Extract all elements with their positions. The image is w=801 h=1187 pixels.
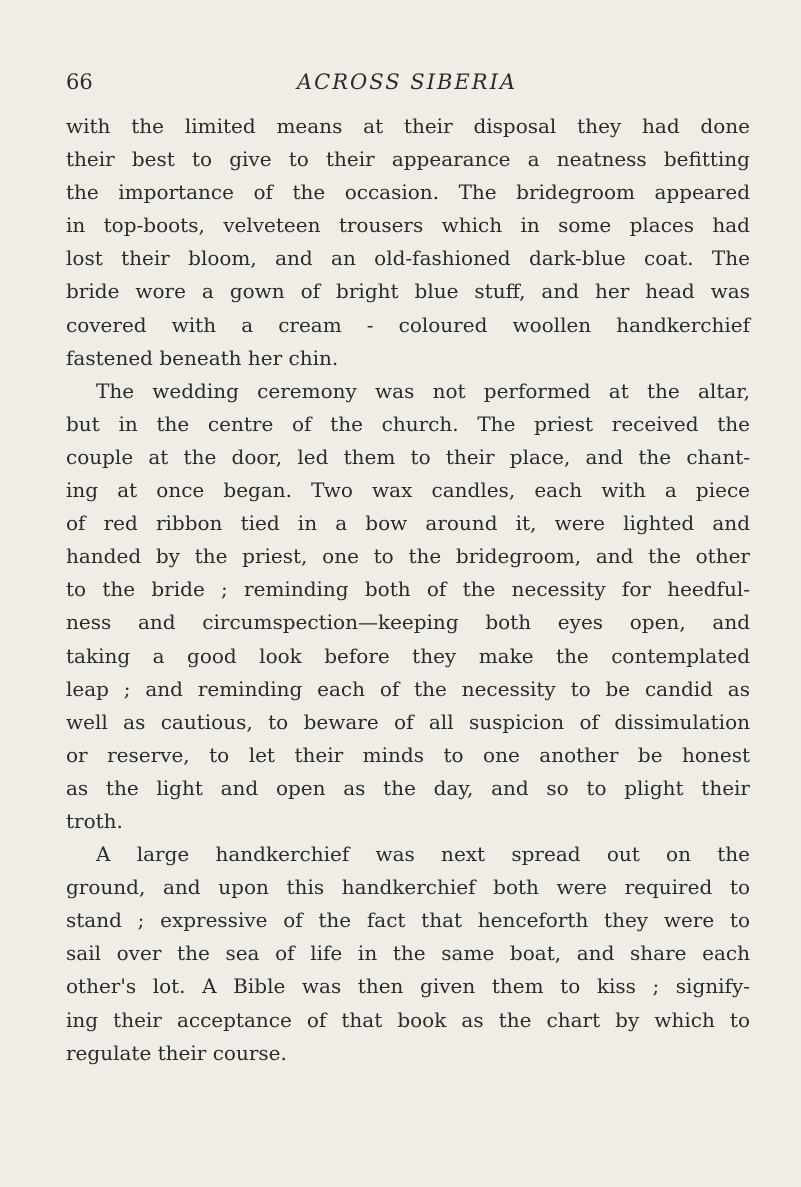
page-header	[66, 66, 748, 100]
text-line: stand ; expressive of the fact that henceforth they were to	[66, 908, 750, 933]
paragraph-3	[66, 838, 750, 1070]
text-line: A large handkerchief was next spread out on the	[96, 842, 750, 867]
text-line: lost their bloom, and an old-fashioned dark-blue coat. The	[66, 246, 750, 271]
text-line: with the limited means at their disposal they had done	[66, 114, 750, 138]
text-line: couple at the door, led them to their place, and the chant-	[66, 444, 750, 469]
text-line: their best to give to their appearance a neatness befitting	[66, 147, 750, 172]
text-line: fastened beneath her chin.	[66, 345, 339, 370]
paragraph-1	[66, 110, 750, 375]
text-line: ing their acceptance of that book as the chart by which to	[66, 1007, 750, 1032]
text-line: other's lot. A Bible was then given them to kiss ; signify-	[66, 974, 750, 999]
text-line: the importance of the occasion. The bridegroom appeared	[66, 180, 750, 205]
text-line: sail over the sea of life in the same boat, and share each	[66, 941, 750, 966]
text-line: bride wore a gown of bright blue stuff, and her head was	[66, 279, 750, 304]
text-line: well as cautious, to beware of all suspicion of dissimulation	[66, 709, 750, 734]
text-line: ness and circumspection—keeping both eyes open, and	[66, 610, 750, 635]
text-line: to the bride ; reminding both of the necessity for heedful-	[66, 577, 750, 602]
text-line: of red ribbon tied in a bow around it, were lighted and	[66, 511, 750, 536]
text-line: in top-boots, velveteen trousers which in some places had	[66, 213, 750, 238]
text-line: or reserve, to let their minds to one another be honest	[66, 742, 750, 767]
page-number: 66	[66, 70, 93, 94]
text-line: The wedding ceremony was not performed at the altar,	[96, 378, 750, 403]
body-text	[66, 110, 750, 1070]
text-line: covered with a cream - coloured woollen handkerchief	[66, 312, 750, 337]
running-title: ACROSS SIBERIA	[296, 70, 518, 94]
text-line: troth.	[66, 808, 123, 833]
paragraph-2	[66, 375, 750, 838]
text-line: handed by the priest, one to the bridegroom, and the other	[66, 544, 750, 569]
text-line: ing at once began. Two wax candles, each with a piece	[66, 478, 750, 503]
text-line: ground, and upon this handkerchief both were required to	[66, 875, 750, 900]
text-line: regulate their course.	[66, 1040, 287, 1065]
text-line: leap ; and reminding each of the necessity to be candid as	[66, 676, 750, 701]
text-line: taking a good look before they make the contemplated	[66, 643, 750, 668]
text-line: but in the centre of the church. The priest received the	[66, 411, 750, 436]
text-line: as the light and open as the day, and so to plight their	[66, 775, 750, 800]
